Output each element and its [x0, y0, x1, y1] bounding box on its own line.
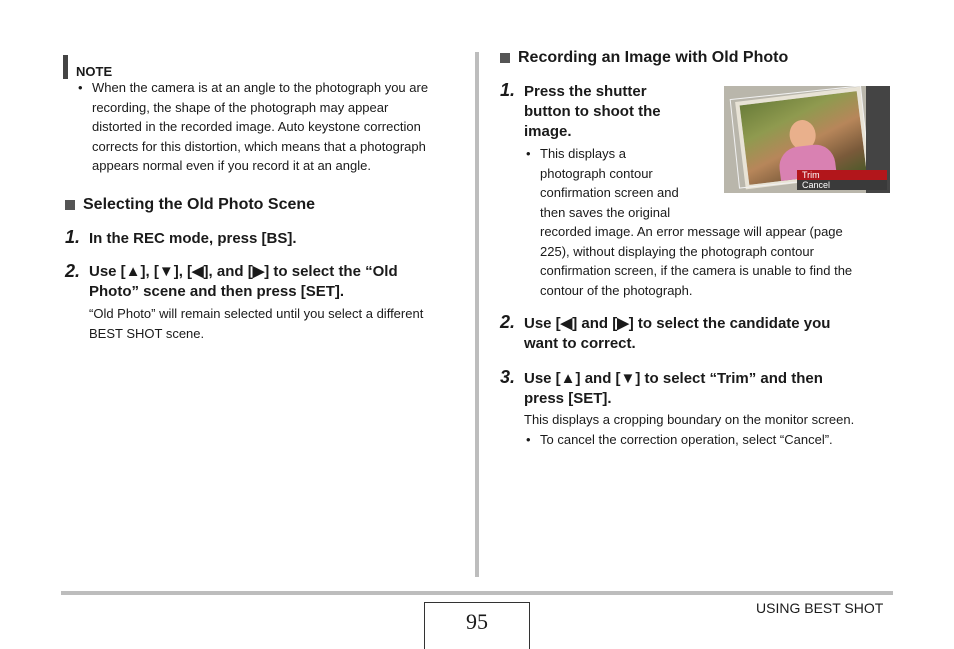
step3-bullet: • To cancel the correction operation, select “Cancel”.: [526, 430, 886, 450]
note-marker-bar: [63, 55, 68, 79]
bullet-dot-icon: •: [78, 80, 83, 95]
footer-rule: [61, 591, 893, 595]
bullet-dot-icon: •: [526, 432, 531, 447]
section-square-icon: [65, 200, 75, 210]
section-heading-recording-old-photo: Recording an Image with Old Photo: [500, 49, 788, 67]
section-heading-old-photo-scene: Selecting the Old Photo Scene: [65, 196, 315, 214]
step-number: 1.: [500, 80, 516, 100]
step-number: 2.: [500, 312, 516, 332]
camera-menu-item-trim: Trim: [797, 170, 887, 180]
step-number: 3.: [500, 367, 516, 387]
step-description: “Old Photo” will remain selected until you select a different BEST SHOT scene.: [89, 306, 424, 341]
step-text: In the REC mode, press [BS].: [89, 230, 297, 247]
section-square-icon: [500, 53, 510, 63]
step-number: 2.: [65, 261, 81, 281]
step-text: Use [▲] and [▼] to select “Trim” and then press [SET].: [524, 370, 823, 407]
camera-menu: [797, 170, 887, 190]
step-text: Use [◀] and [▶] to select the candidate you want to correct.: [524, 315, 831, 352]
step-number: 1.: [65, 227, 81, 247]
footer-section-label: USING BEST SHOT: [756, 600, 884, 616]
bullet-dot-icon: •: [526, 146, 531, 161]
step-text: Press the shutter button to shoot the image.: [524, 83, 661, 140]
step-description: This displays a cropping boundary on the monitor screen.: [524, 412, 855, 427]
step1-bullet-text: This displays a photograph contour confirmation screen and then saves the original recorded image. An error message will appear (page 225), without displaying the photograph contour confirmation screen, if the camera is unable to find the contour of the photograph.: [540, 146, 853, 298]
column-divider: [475, 52, 479, 577]
note-label: NOTE: [76, 64, 113, 79]
step-text: Use [▲], [▼], [◀], and [▶] to select the “Old Photo” scene and then press [SET].: [89, 263, 398, 300]
note-text: When the camera is at an angle to the photograph you are recording, the shape of the photograph may appear distorted in the recorded image. Auto keystone correction corrects for this distortion, which means that a photograph appears normal even if you record it at an angle.: [92, 80, 429, 173]
note-bullet: [78, 78, 470, 176]
camera-monitor-image: [724, 86, 890, 193]
page-number: 95: [424, 602, 530, 649]
camera-menu-item-cancel: Cancel: [797, 180, 887, 190]
